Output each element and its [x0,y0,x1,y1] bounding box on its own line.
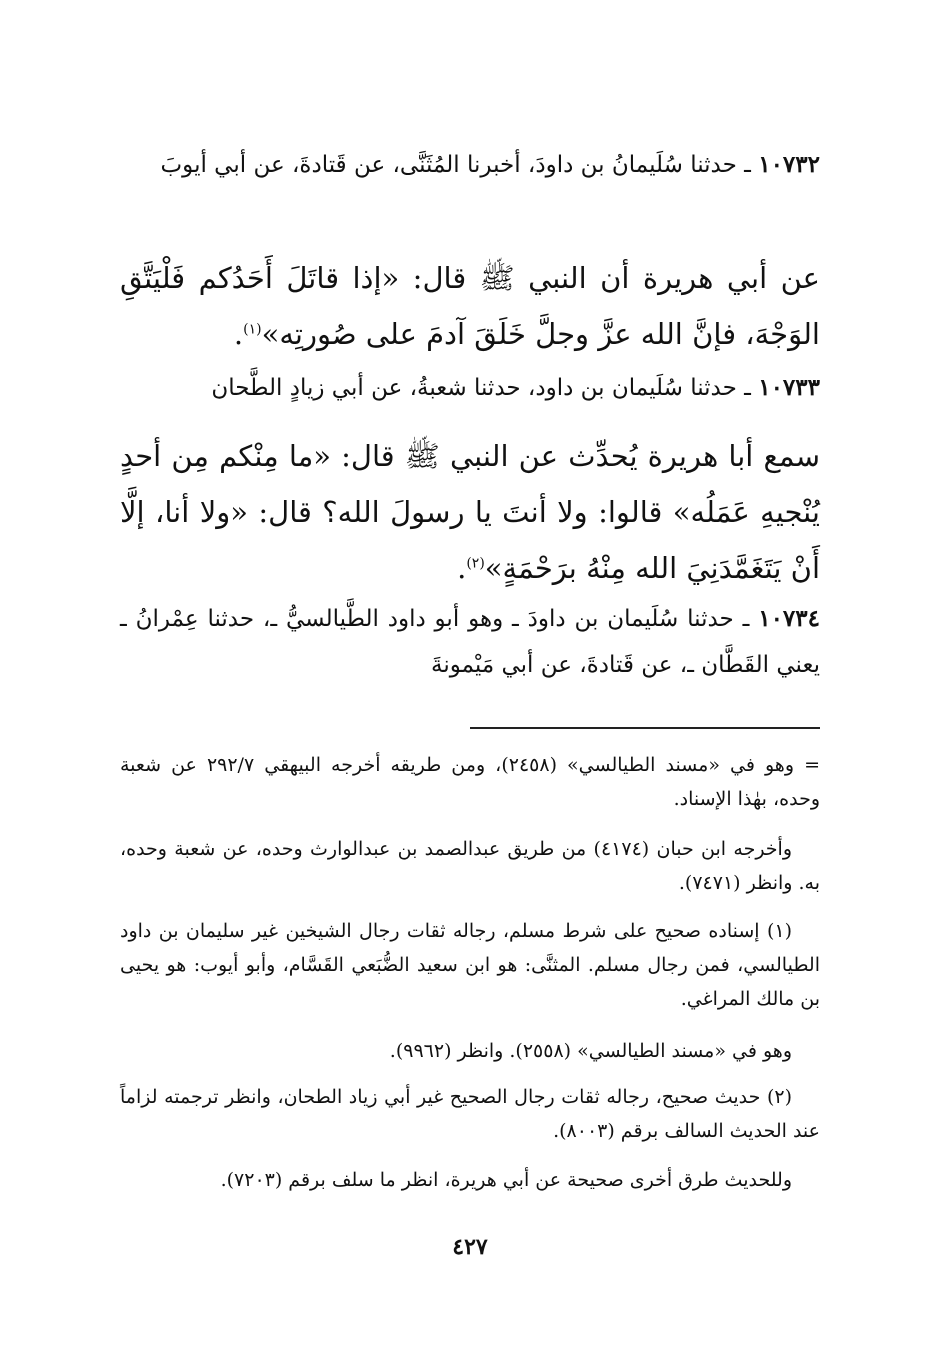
hadith-chain-text: ـ حدثنا سُلَيمانُ بن داودَ، أخبرنا المُثَنَّى، عن قَتادةَ، عن أبي أيوبَ [160,152,751,178]
hadith-10732-chain [120,142,820,188]
hadith-10733-chain [120,365,820,411]
hadith-number: ١٠٧٣٢ [758,151,820,178]
hadith-matn-text: عن أبي هريرة أن النبي ﷺ قال: «إذا قاتَلَ أَحَدُكم فَلْيَتَّقِ الوَجْهَ، فإنَّ الله عزَّ وجلَّ خَلَقَ آدمَ على صُورتِه» [120,261,820,351]
hadith-number: ١٠٧٣٤ [758,605,820,632]
footnote-ref: (٢) [466,555,485,572]
footnote-paragraph: وهو في «مسند الطيالسي» (٢٥٥٨). وانظر (٩٩٦٢). [389,1040,792,1062]
hadith-10733-matn: سمع أبا هريرة يُحدِّث عن النبي ﷺ قال: «ما مِنْكم مِن أحدٍ يُنْجيهِ عَمَلُه» قالوا: ولا أنتَ يا رسولَ الله؟ قال: «ولا أنا، إلَّا أَنْ يَتَغَمَّدَنِيَ الله مِنْهُ برَحْمَةٍ»$^{(٢)}$. [120,439,820,585]
footnote-continuation: = وهو في «مسند الطيالسي» (٢٤٥٨)، ومن طريقه أخرجه البيهقي ٢٩٢/٧ عن شعبة وحده، بهٰذا الإسناد. [120,754,820,810]
footnote-2: (٢) حديث صحيح، رجاله ثقات رجال الصحيح غير أبي زياد الطحان، وانظر ترجمته لزاماً عند الحديث السالف برقم (٨٠٠٣). [120,1086,820,1142]
hadith-number: ١٠٧٣٣ [758,374,820,401]
footnote-ref: (١) [243,321,262,338]
hadith-10732-matn: عن أبي هريرة أن النبي ﷺ قال: «إذا قاتَلَ أَحَدُكم فَلْيَتَّقِ الوَجْهَ، فإنَّ الله عزَّ وجلَّ خَلَقَ آدمَ على صُورتِه»$^{(١)}$. [120,261,820,351]
hadith-chain-text: ـ حدثنا سُلَيمان بن داود، حدثنا شعبةُ، عن أبي زيادٍ الطَّحان [211,375,751,401]
page-number: ٤٢٧ [452,1234,488,1260]
hadith-chain-text: ـ حدثنا سُلَيمان بن داودَ ـ وهو أبو داود الطَّيالسيُّ ـ، حدثنا عِمْرانُ ـ يعني القَطَّان ـ، عن قَتادةَ، عن أبي مَيْمونةَ [120,606,820,678]
footnote-1: (١) إسناده صحيح على شرط مسلم، رجاله ثقات رجال الشيخين غير سليمان بن داود الطيالسي، فمن رجال مسلم. المثنَّى: هو ابن سعيد الضُّبَعي القَسَّام، وأبو أيوب: هو يحيى بن مالك المراغي. [120,920,820,1010]
footnote-separator [470,727,820,729]
footnote-paragraph: وأخرجه ابن حبان (٤١٧٤) من طريق عبدالصمد بن عبدالوارث وحده، عن شعبة وحده، به. وانظر (٧٤٧١). [120,838,820,894]
hadith-10734-chain [120,596,820,688]
footnote-paragraph: وللحديث طرق أخرى صحيحة عن أبي هريرة، انظر ما سلف برقم (٧٢٠٣). [220,1169,792,1191]
hadith-matn-text: سمع أبا هريرة يُحدِّث عن النبي ﷺ قال: «ما مِنْكم مِن أحدٍ يُنْجيهِ عَمَلُه» قالوا: ولا أنتَ يا رسولَ الله؟ قال: «ولا أنا، إلَّا أَنْ يَتَغَمَّدَنِيَ الله مِنْهُ برَحْمَةٍ» [120,439,820,585]
